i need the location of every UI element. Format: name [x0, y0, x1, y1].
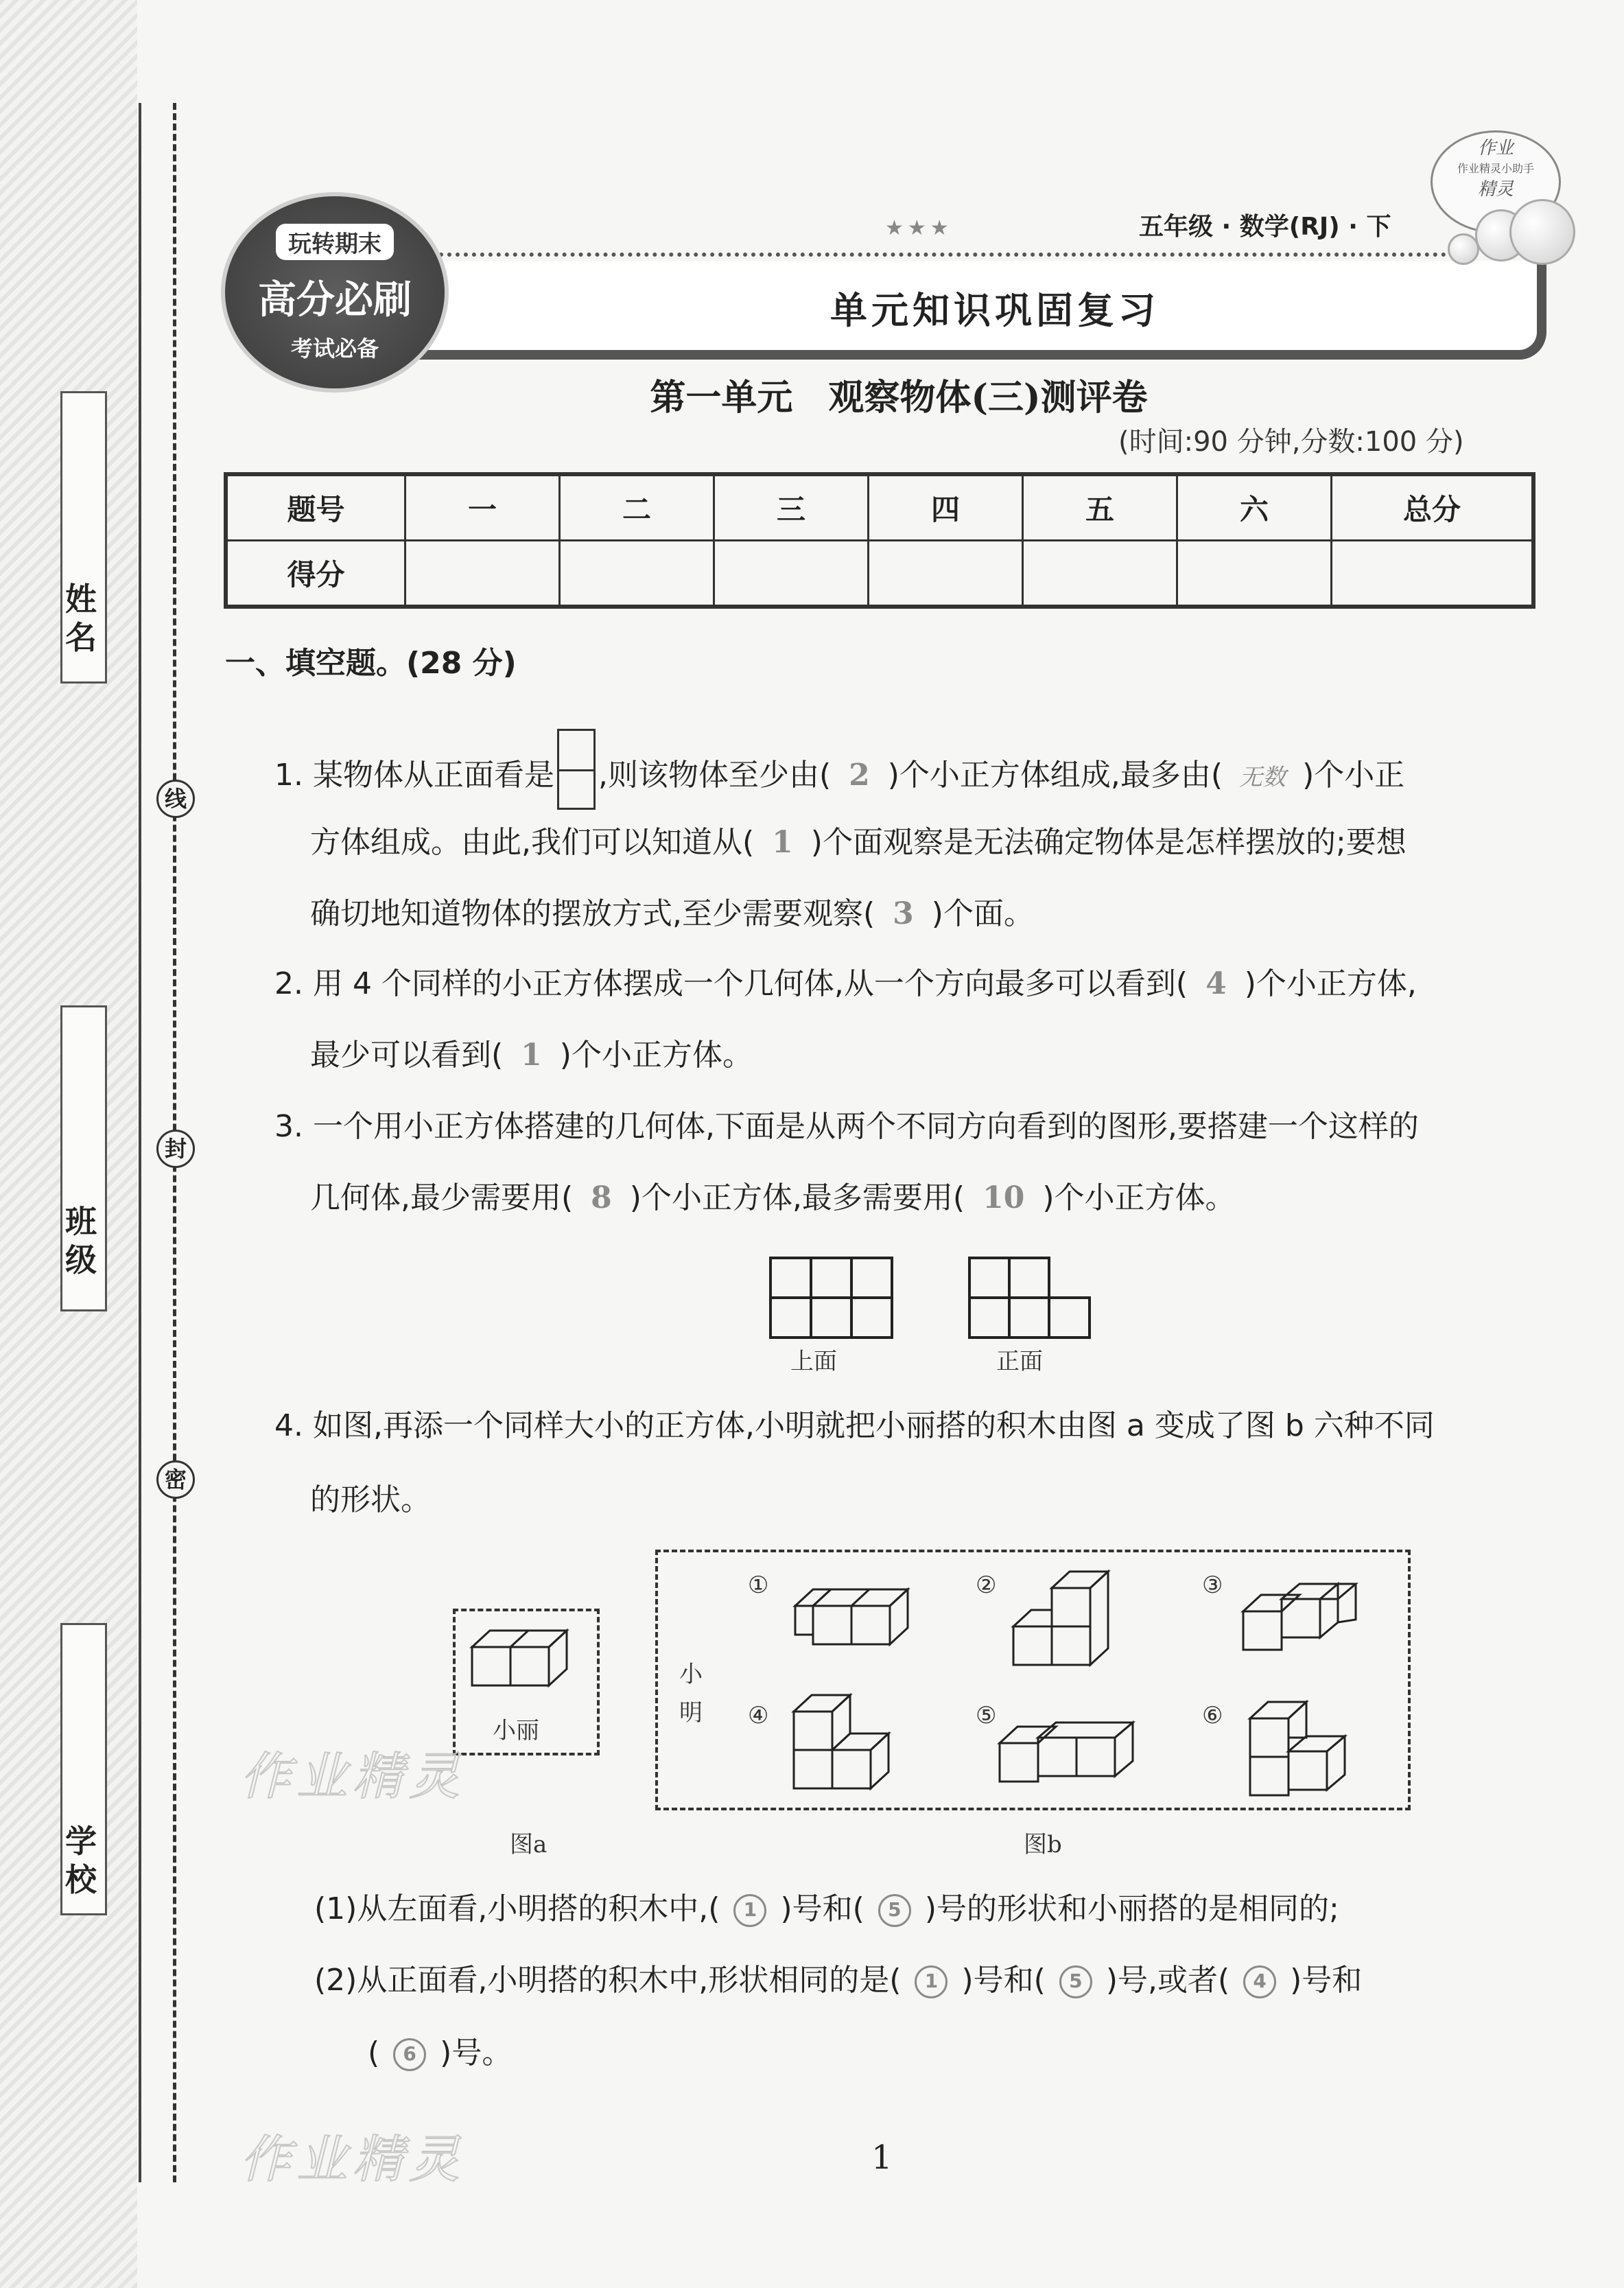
badge-line1: 玩转期末	[276, 224, 394, 260]
binding-line	[139, 103, 141, 2182]
front-view-shape	[557, 729, 596, 810]
answer: 5	[1059, 1965, 1092, 1998]
answer: 无数	[1239, 764, 1286, 791]
question-4-sub1: (1)从左面看,小明搭的积木中,( 1 )号和( 5 )号的形状和小丽搭的是相同的;	[314, 1891, 1339, 1926]
bubble-decoration	[1509, 199, 1575, 265]
bubble-decoration	[1448, 233, 1479, 265]
option-2-blocks	[1005, 1558, 1142, 1674]
score-header-row	[226, 474, 1533, 541]
option-number: ④	[748, 1702, 769, 1729]
exam-time-info: (时间:90 分钟,分数:100 分)	[1118, 426, 1464, 458]
score-header-cell: 六	[1177, 474, 1332, 541]
question-3-line2: 几何体,最少需要用( 8 )个小正方体,最多需要用( 10 )个小正方体。	[310, 1180, 1236, 1215]
score-header-cell: 五	[1023, 474, 1177, 541]
score-cell[interactable]	[1023, 541, 1177, 607]
option-1-blocks	[786, 1578, 930, 1668]
seal-char-secret: 密	[156, 1460, 195, 1499]
score-value-row	[226, 541, 1533, 607]
question-4-sub2: (2)从正面看,小明搭的积木中,形状相同的是( 1 )号和( 5 )号,或者( 4 )号和	[314, 1963, 1363, 1998]
score-header-cell: 四	[869, 474, 1023, 541]
score-cell[interactable]	[714, 541, 869, 607]
label-xiaoli: 小丽	[493, 1717, 539, 1744]
question-1-line2: 方体组成。由此,我们可以知道从( 1 )个面观察是无法确定物体是怎样摆放的;要想	[310, 825, 1407, 860]
option-4-blocks	[786, 1688, 923, 1798]
score-header-cell: 一	[405, 474, 560, 541]
caption-front-view: 正面	[996, 1348, 1043, 1375]
score-header-cell: 总分	[1332, 474, 1534, 541]
option-number: ③	[1202, 1572, 1223, 1599]
option-6-blocks	[1242, 1695, 1379, 1805]
question-4-line2: 的形状。	[310, 1482, 431, 1517]
score-cell[interactable]	[560, 541, 714, 607]
caption-figure-b: 图b	[1024, 1831, 1062, 1858]
answer: 10	[982, 1180, 1025, 1215]
answer: 1	[733, 1894, 766, 1927]
top-view-grid	[770, 1258, 892, 1338]
question-4-sub2-line2: ( 6 )号。	[368, 2035, 513, 2070]
badge-line2: 高分必刷	[258, 278, 412, 323]
exam-title: 第一单元 观察物体(三)测评卷	[650, 377, 1148, 419]
badge-line3: 考试必备	[290, 336, 379, 362]
option-number: ⑥	[1202, 1702, 1223, 1729]
score-cell[interactable]	[1177, 541, 1332, 607]
score-cell[interactable]	[405, 541, 560, 607]
series-badge	[221, 192, 449, 393]
answer: 8	[591, 1180, 612, 1215]
score-row-label: 得分	[226, 541, 405, 607]
label-xiaoming: 小明	[679, 1661, 703, 1727]
header-dotted-line	[439, 253, 1455, 257]
question-2-line2: 最少可以看到( 1 )个小正方体。	[310, 1038, 753, 1073]
page-number: 1	[871, 2138, 893, 2177]
answer: 1	[772, 825, 793, 860]
question-1: 1. 某物体从正面看是 ,则该物体至少由( 2 )个小正方体组成,最多由( 无数 )个小正	[274, 729, 1404, 810]
score-header-cell: 二	[560, 474, 714, 541]
answer: 3	[893, 896, 914, 931]
answer: 2	[849, 758, 870, 793]
score-table	[224, 472, 1535, 609]
name-label: 姓名	[65, 581, 97, 656]
question-2: 2. 用 4 个同样的小正方体摆成一个几何体,从一个方向最多可以看到( 4 )个小正方体,	[274, 966, 1417, 1001]
difficulty-stars: ★★★	[885, 216, 953, 240]
option-5-blocks	[991, 1716, 1163, 1798]
seal-char-seal: 封	[156, 1130, 195, 1168]
option-number: ⑤	[976, 1702, 997, 1729]
question-4: 4. 如图,再添一个同样大小的正方体,小明就把小丽搭的积木由图 a 变成了图 b 六种不同	[274, 1408, 1435, 1443]
option-3-blocks	[1235, 1578, 1372, 1668]
score-header-cell: 题号	[226, 474, 405, 541]
section-heading: 一、填空题。(28 分)	[225, 646, 517, 681]
answer: 6	[393, 2038, 426, 2071]
score-header-cell: 三	[714, 474, 869, 541]
score-cell[interactable]	[869, 541, 1023, 607]
answer: 5	[878, 1894, 911, 1927]
xiaoli-blocks	[464, 1620, 587, 1702]
caption-figure-a: 图a	[510, 1831, 548, 1858]
watermark: 作业精灵	[240, 2130, 465, 2189]
publisher-logo: 作业 作业精灵小助手 精灵	[1431, 130, 1561, 233]
score-cell[interactable]	[1332, 541, 1534, 607]
question-1-line3: 确切地知道物体的摆放方式,至少需要观察( 3 )个面。	[310, 896, 1034, 931]
option-number: ②	[976, 1572, 997, 1599]
answer: 1	[521, 1038, 542, 1073]
seal-char-line: 线	[156, 780, 195, 818]
section-title: 单元知识巩固复习	[830, 288, 1160, 332]
school-label: 学校	[65, 1823, 97, 1898]
option-number: ①	[748, 1572, 769, 1599]
class-label: 班级	[65, 1203, 97, 1279]
answer: 4	[1205, 966, 1227, 1001]
watermark: 作业精灵	[240, 1747, 465, 1806]
answer: 1	[915, 1965, 948, 1998]
question-3: 3. 一个用小正方体搭建的几何体,下面是从两个不同方向看到的图形,要搭建一个这样的	[274, 1109, 1419, 1144]
answer: 4	[1243, 1965, 1276, 1998]
front-view-grid	[969, 1258, 1090, 1338]
caption-top-view: 上面	[790, 1348, 837, 1375]
grade-subject: 五年级 · 数学(RJ) · 下	[1139, 213, 1391, 241]
